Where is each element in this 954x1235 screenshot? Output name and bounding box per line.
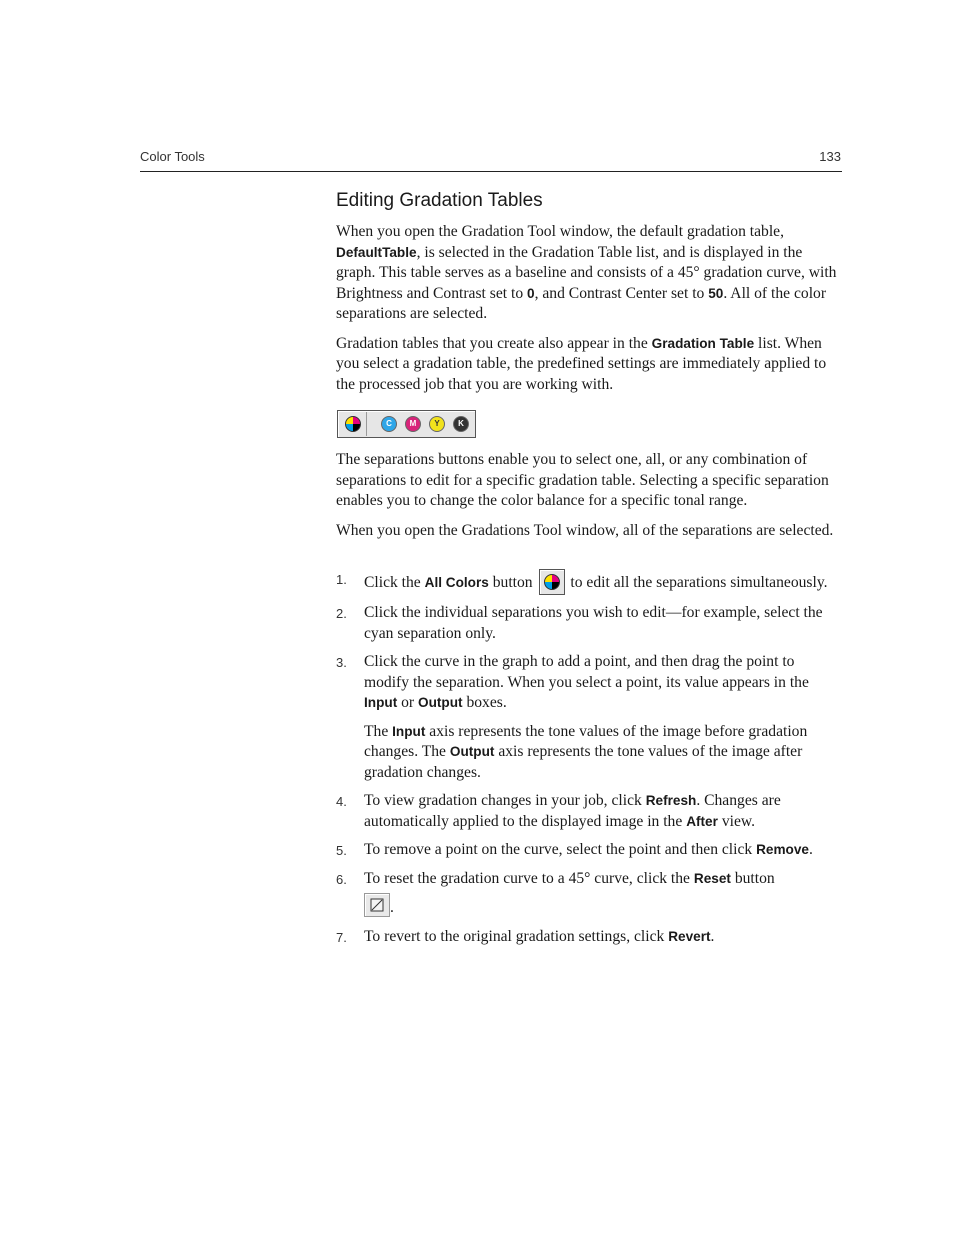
list-item: 4. To view gradation changes in your job, click Refresh. Changes are automatically applied to the displayed image in the After view. [336,792,781,830]
separations-selected-paragraph: When you open the Gradations Tool window, all of the separations are selected. [336,521,834,539]
ui-term: Output [418,695,463,710]
magenta-separation-button[interactable]: M [405,416,421,432]
ui-term: Output [449,744,495,759]
gradation-table-paragraph: Gradation tables that you create also appear in the Gradation Table list. When you select a gradation table, the predefined settings are immediately applied to the processed job that you are working with. [336,334,827,393]
reset-button[interactable] [364,893,390,917]
list-item: 1. Click the All Colors button to edit all the separations simultaneously. [336,569,842,595]
ui-term: After [686,813,718,829]
all-colors-button[interactable] [340,412,367,436]
separations-toolbar [337,410,476,438]
running-header [140,149,842,172]
list-item: 6. To reset the gradation curve to a 45° curve, click the Reset button . [336,869,775,916]
step-note: The Input axis represents the tone values of the image before gradation changes. The Output axis represents the tone values of the image after gradation changes. [364,722,808,781]
list-item: 2. Click the individual separations you wish to edit—for example, select the cyan separation only. [336,604,823,642]
black-separation-button[interactable]: K [453,416,469,432]
ui-term: 0 [527,285,535,301]
list-item: 5. To remove a point on the curve, select the point and then click Remove. [336,841,813,858]
list-item: 7. To revert to the original gradation settings, click Revert. [336,927,715,945]
yellow-separation-button[interactable]: Y [429,416,445,432]
ui-term: 50 [708,285,724,301]
main-content [336,188,842,955]
ui-term: Remove [756,842,809,857]
page-number: 133 [819,149,841,164]
cyan-separation-button[interactable]: C [381,416,397,432]
separations-paragraph: The separations buttons enable you to select one, all, or any combination of separations to edit for a specific gradation table. Selecting a specific separation enables you to change the color balance for a specific tonal range. [336,451,829,509]
intro-paragraph: When you open the Gradation Tool window, the default gradation table, DefaultTable, is selected in the Gradation Table list, and is displayed in the graph. This table serves as a baseline and consists of a 45° gradation curve, with Brightness and Contrast set to 0, and Contrast Center set to 50. All of the color separations are selected. [336,223,837,322]
reset-curve-icon [370,898,384,912]
section-heading: Editing Gradation Tables [336,190,543,211]
ui-term: Revert [668,928,711,944]
all-colors-button[interactable] [539,569,565,595]
ui-term: Reset [693,870,731,886]
all-colors-icon [345,416,361,432]
ui-term: DefaultTable [336,244,417,260]
steps-list [336,569,842,947]
section-title: Color Tools [140,149,205,164]
list-item: 3. Click the curve in the graph to add a point, and then drag the point to modify the separation. When you select a point, its value appears in the Input or Output boxes. The Input axis represents the tone values of the image before gradation changes. The Output axis represents the tone values of the image after gradation changes. [336,652,842,783]
ui-term: All Colors [424,575,489,590]
ui-term: Gradation Table [651,335,755,351]
all-colors-icon [544,574,560,590]
ui-term: Input [364,695,398,710]
ui-term: Refresh [645,793,697,808]
ui-term: Input [392,723,426,739]
